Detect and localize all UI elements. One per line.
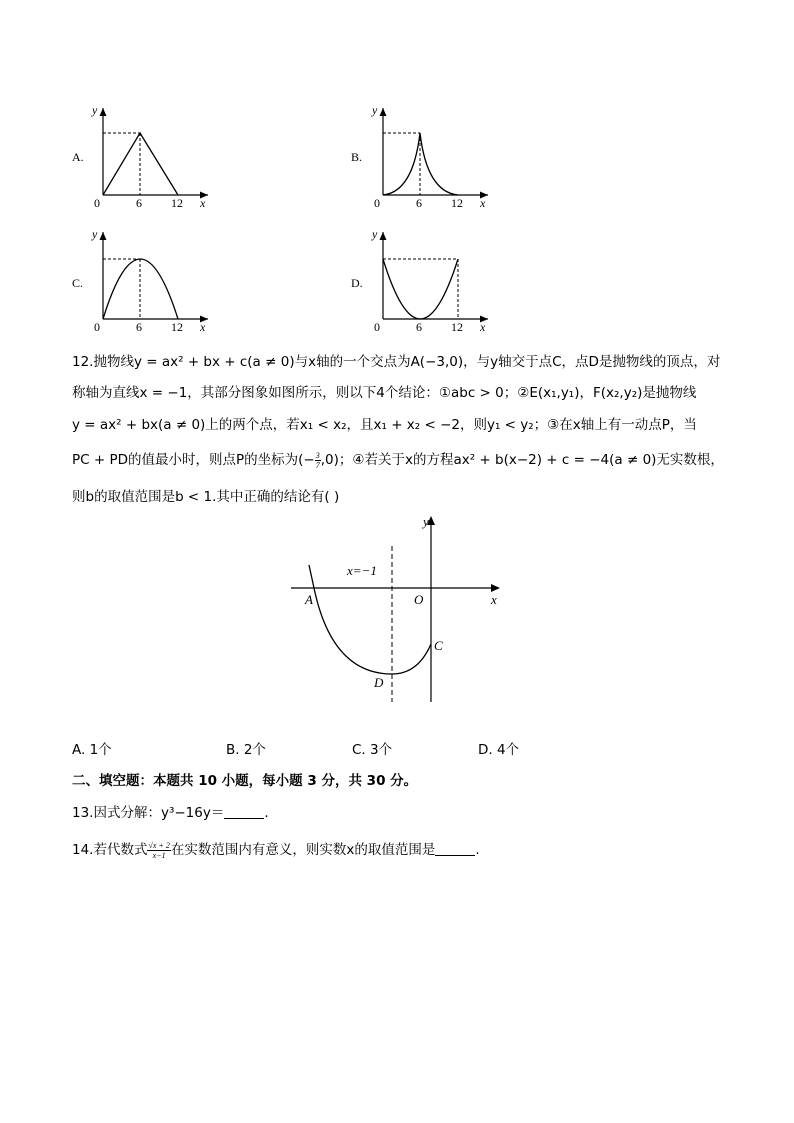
q12-point-d: D [374,675,384,690]
option-d-graph [368,224,493,336]
q14-blank[interactable] [435,843,475,856]
q13-text: 13.因式分解：y³−16y＝ [72,805,225,821]
option-a-tick-0: 0 [94,196,100,210]
option-b-tick-6: 6 [416,196,422,210]
option-c-tick-0: 0 [94,320,100,334]
option-c-x-label: x [200,320,206,334]
q12-line-3: y = ax² + bx(a ≠ 0)上的两个点，若x₁ < x₂，且x₁ + x₂ < −2，则y₁ < y₂；③在x轴上有一动点P，当 [72,417,697,433]
q13-end: . [264,805,269,821]
q14-fraction-den: x−1 [152,850,166,860]
x-axis-arrow-icon [491,584,500,592]
q12-choice-a: A. 1个 [72,742,112,758]
q12-graph-x-label: x [491,592,497,607]
option-a-tick-12: 12 [171,196,183,210]
q12-line-4 [72,450,724,470]
option-a-tick-6: 6 [136,196,142,210]
option-b-x-label: x [480,196,486,210]
option-d-tick-0: 0 [374,320,380,334]
q12-choice-d: D. 4个 [478,742,520,758]
option-d-tick-6: 6 [416,320,422,334]
option-c-letter: C. [72,276,84,290]
option-b-graph [368,100,493,212]
option-b-tick-0: 0 [374,196,380,210]
q12-choice-b: B. 2个 [226,742,266,758]
option-d-letter: D. [351,276,363,290]
q14 [72,840,480,860]
option-b-tick-12: 12 [451,196,463,210]
option-c-tick-6: 6 [136,320,142,334]
q12-choice-c: C. 3个 [352,742,393,758]
q12-graph-y-label: y [423,514,429,529]
q12-point-o: O [414,592,424,607]
option-d-tick-12: 12 [451,320,463,334]
option-a-letter: A. [72,150,84,164]
q12-line-2: 称轴为直线x = −1，其部分图象如图所示，则以下4个结论：①abc > 0；②E(x₁,y₁)，F(x₂,y₂)是抛物线 [72,385,697,401]
q12-fraction-num: 3 [315,450,320,460]
q14-fraction-num: √x + 2 [148,840,170,850]
q14-fraction [147,841,170,860]
q12-fraction-den: 7 [315,460,320,470]
q12-line-5: 则b的取值范围是b < 1.其中正确的结论有( ) [72,489,340,505]
option-c-tick-12: 12 [171,320,183,334]
option-b-letter: B. [351,150,363,164]
q12-point-c: C [434,638,443,653]
option-c-graph [88,224,213,336]
q14-end: . [475,842,480,858]
option-a-graph [88,100,213,212]
option-a-y-label: y [92,103,98,117]
q14-text-before: 14.若代数式 [72,842,148,858]
q12-line-4-after: ,0)；④若关于x的方程ax² + b(x−2) + c = −4(a ≠ 0)无实数根， [320,452,724,468]
q12-line-1: 12.抛物线y = ax² + bx + c(a ≠ 0)与x轴的一个交点为A(−3,0)，与y轴交于点C，点D是抛物线的顶点，对 [72,354,721,370]
q12-parabola-graph [285,510,510,710]
option-a-x-label: x [200,196,206,210]
option-d-x-label: x [480,320,486,334]
option-d-y-label: y [372,227,378,241]
q12-graph-axis-label: x=−1 [347,563,377,578]
q12-point-a: A [305,592,313,607]
q13-blank[interactable] [224,806,264,819]
option-b-y-label: y [372,103,378,117]
q14-text-middle: 在实数范围内有意义，则实数x的取值范围是 [170,842,436,858]
q12-line-4-before: PC + PD的值最小时，则点P的坐标为(− [72,452,315,468]
q13 [72,803,269,823]
section-2-heading: 二、填空题：本题共 10 小题，每小题 3 分，共 30 分。 [72,773,418,789]
option-c-y-label: y [92,227,98,241]
